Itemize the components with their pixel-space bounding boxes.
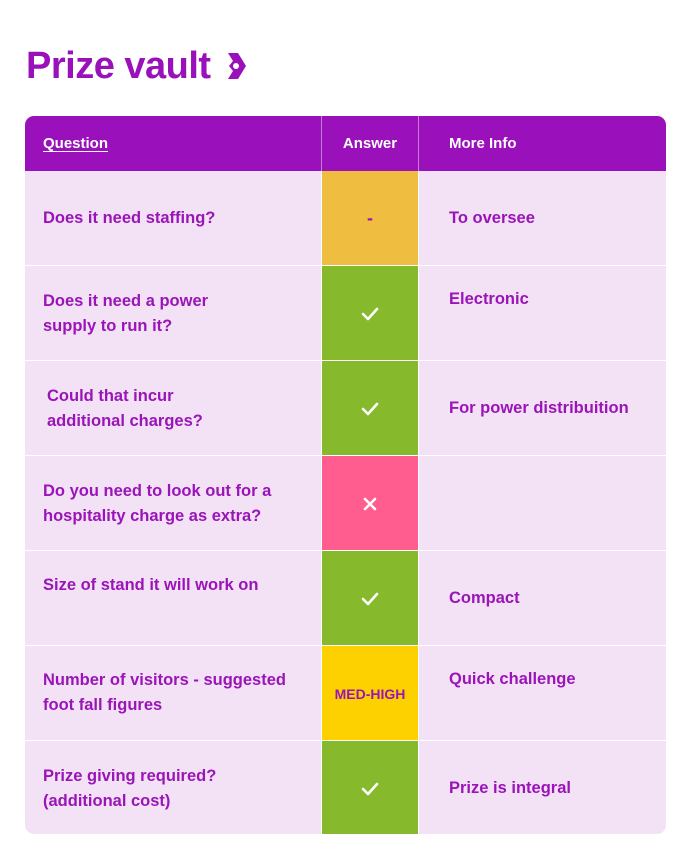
answer-cell (322, 456, 418, 551)
answer-cell (322, 741, 418, 834)
answer-cell (322, 551, 418, 646)
chevron-right-icon (225, 51, 247, 81)
table-row (25, 266, 666, 361)
info-table (25, 116, 666, 834)
column-divider (418, 361, 419, 456)
question-cell: Does it need a power supply to run it? (43, 291, 209, 335)
check-icon (361, 402, 379, 416)
more-info-cell: Prize is integral (449, 779, 571, 797)
more-info-cell: To oversee (449, 209, 535, 227)
column-divider (418, 456, 419, 551)
check-icon (361, 782, 379, 796)
column-divider (418, 741, 419, 834)
question-cell: Number of visitors - suggested foot fall figures (43, 671, 286, 714)
table-row (25, 171, 666, 266)
check-icon (361, 307, 379, 321)
column-divider (321, 171, 322, 834)
header-divider (418, 116, 419, 171)
more-info-cell (449, 456, 664, 551)
column-divider (418, 266, 419, 361)
header-question: Question (43, 135, 109, 152)
header-answer: Answer (342, 135, 398, 152)
more-info-cell: Quick challenge (449, 670, 576, 688)
page-title: Prize vault (26, 44, 211, 87)
answer-cell (322, 266, 418, 361)
table-row (25, 456, 666, 551)
column-divider (418, 551, 419, 646)
answer-cell: MED-HIGH (322, 646, 418, 741)
table-row (25, 741, 666, 834)
title-row (26, 44, 247, 88)
table-row (25, 646, 666, 741)
column-divider (418, 646, 419, 741)
answer-cell (322, 361, 418, 456)
check-icon (361, 592, 379, 606)
more-info-cell: Compact (449, 589, 520, 607)
table-row (25, 551, 666, 646)
table-row (25, 361, 666, 456)
question-cell: Do you need to look out for a hospitality charge as extra? (43, 481, 272, 525)
question-cell: Does it need staffing? (43, 209, 216, 227)
question-cell: Prize giving required? (additional cost) (43, 766, 217, 810)
question-cell: Could that incur additional charges? (47, 386, 203, 430)
more-info-cell: Electronic (449, 290, 529, 308)
answer-cell: - (322, 171, 418, 266)
table-header (25, 116, 666, 171)
column-divider (418, 171, 419, 266)
more-info-cell: For power distribuition (449, 399, 629, 417)
cross-icon (362, 496, 378, 512)
question-cell: Size of stand it will work on (43, 576, 259, 594)
header-more-info: More Info (449, 135, 517, 152)
